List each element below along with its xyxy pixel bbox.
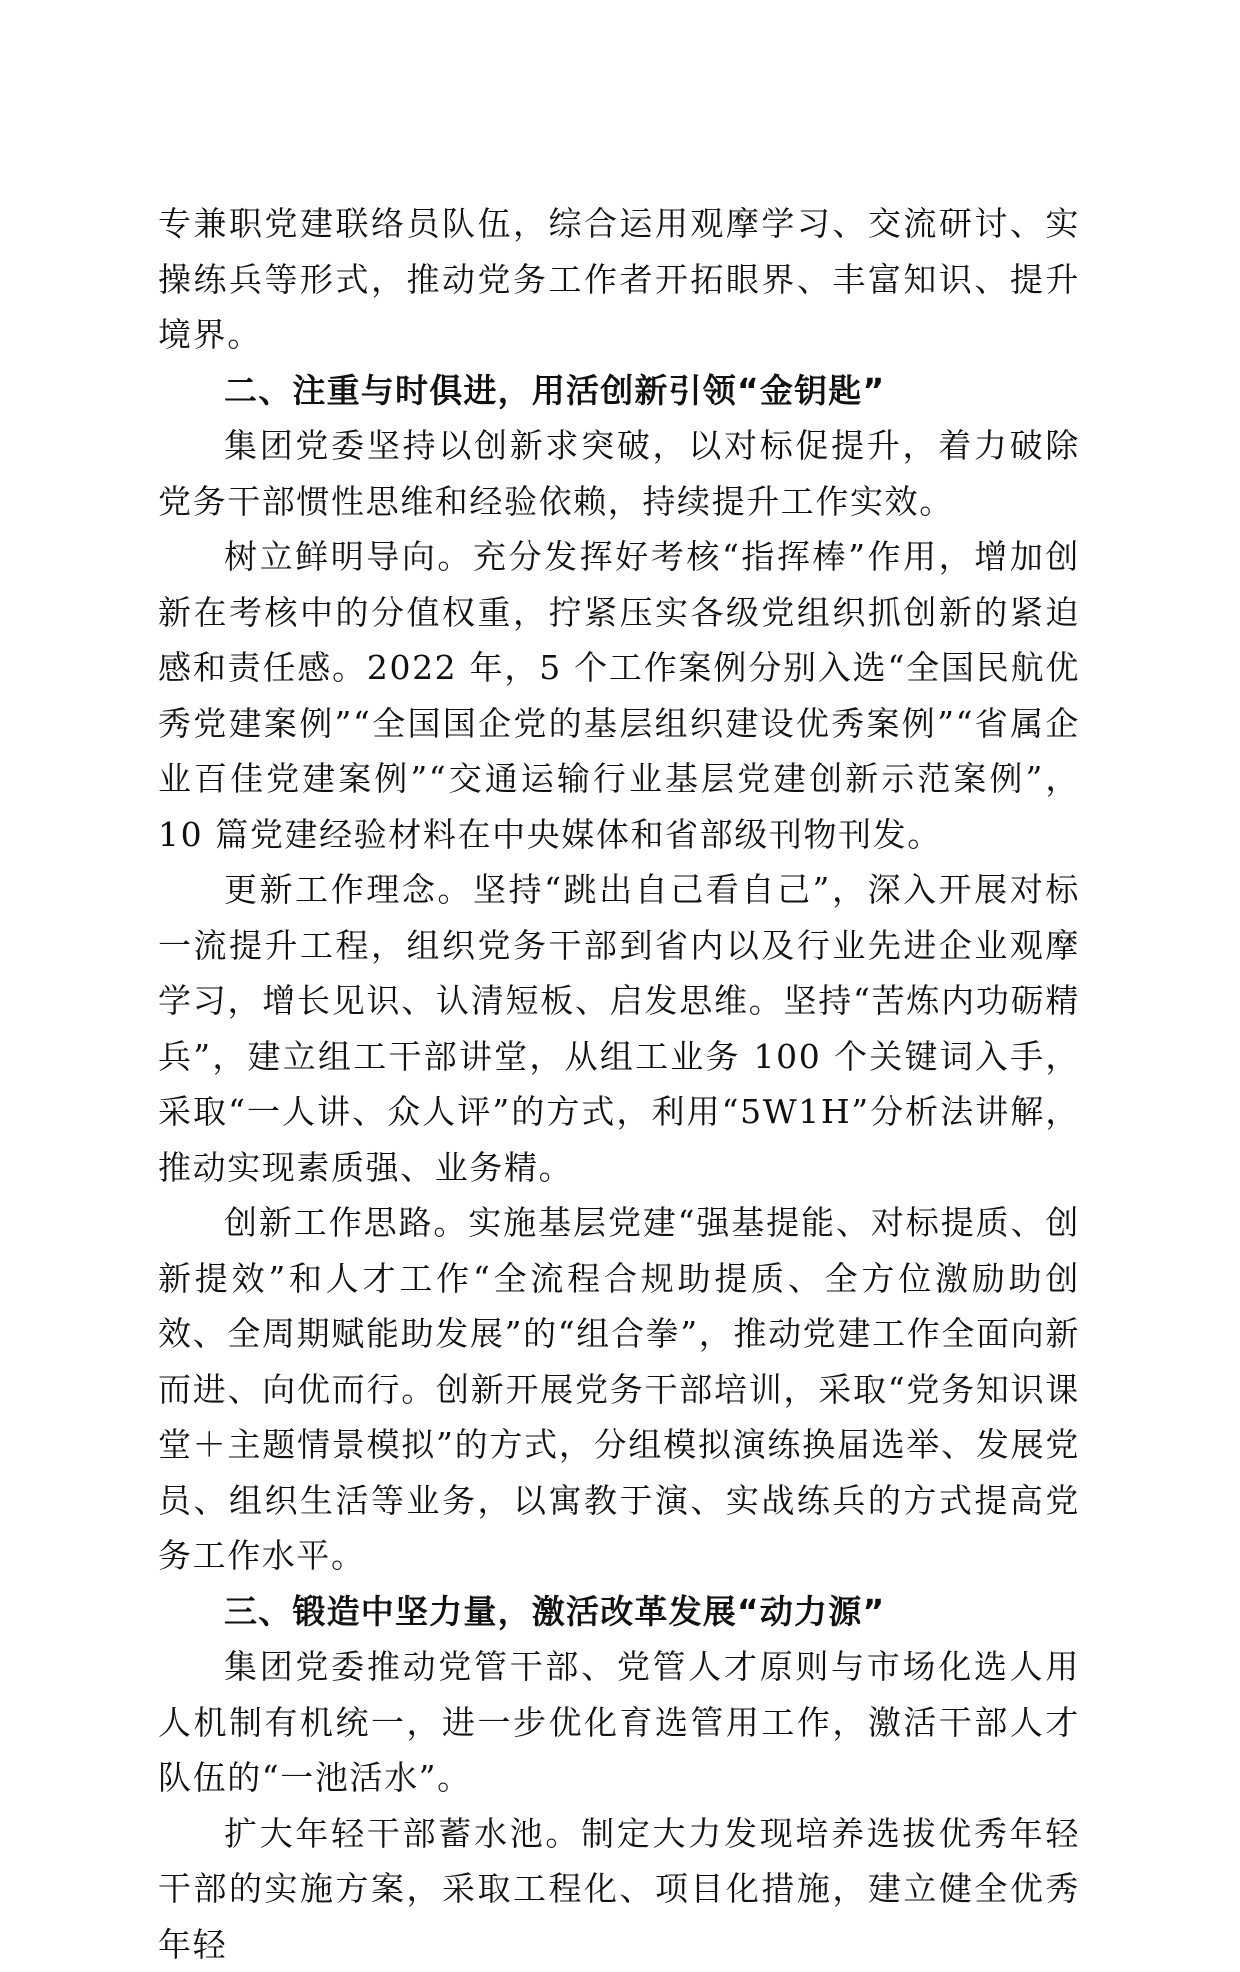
paragraph-young-cadres: 扩大年轻干部蓄水池。制定大力发现培养选拔优秀年轻干部的实施方案，采取工程化、项目化措施，建立健全优秀年轻 bbox=[158, 1806, 1080, 1972]
section-heading-2: 二、注重与时俱进，用活创新引领“金钥匙” bbox=[158, 363, 1080, 419]
paragraph-intro-innovation: 集团党委坚持以创新求突破，以对标促提升，着力破除党务干部惯性思维和经验依赖，持续提升工作实效。 bbox=[158, 418, 1080, 529]
section-heading-3: 三、锻造中坚力量，激活改革发展“动力源” bbox=[158, 1584, 1080, 1640]
paragraph-intro-backbone: 集团党委推动党管干部、党管人才原则与市场化选人用人机制有机统一，进一步优化育选管用工作，激活干部人才队伍的“一池活水”。 bbox=[158, 1639, 1080, 1806]
document-page bbox=[158, 196, 1080, 1972]
paragraph-orientation: 树立鲜明导向。充分发挥好考核“指挥棒”作用，增加创新在考核中的分值权重，拧紧压实各级党组织抓创新的紧迫感和责任感。2022 年，5 个工作案例分别入选“全国民航优秀党建案例”“全国国企党的基层组织建设优秀案例”“省属企业百佳党建案例”“交通运输行业基层党建创新示范案例”，10 篇党建经验材料在中央媒体和省部级刊物刊发。 bbox=[158, 529, 1080, 862]
paragraph-work-thinking: 创新工作思路。实施基层党建“强基提能、对标提质、创新提效”和人才工作“全流程合规助提质、全方位激励助创效、全周期赋能助发展”的“组合拳”，推动党建工作全面向新而进、向优而行。创新开展党务干部培训，采取“党务知识课堂＋主题情景模拟”的方式，分组模拟演练换届选举、发展党员、组织生活等业务，以寓教于演、实战练兵的方式提高党务工作水平。 bbox=[158, 1195, 1080, 1584]
paragraph-work-concept: 更新工作理念。坚持“跳出自己看自己”，深入开展对标一流提升工程，组织党务干部到省内以及行业先进企业观摩学习，增长见识、认清短板、启发思维。坚持“苦炼内功砺精兵”，建立组工干部讲堂，从组工业务 100 个关键词入手，采取“一人讲、众人评”的方式，利用“5W1H”分析法讲解，推动实现素质强、业务精。 bbox=[158, 862, 1080, 1195]
paragraph-continued: 专兼职党建联络员队伍，综合运用观摩学习、交流研讨、实操练兵等形式，推动党务工作者开拓眼界、丰富知识、提升境界。 bbox=[158, 196, 1080, 363]
